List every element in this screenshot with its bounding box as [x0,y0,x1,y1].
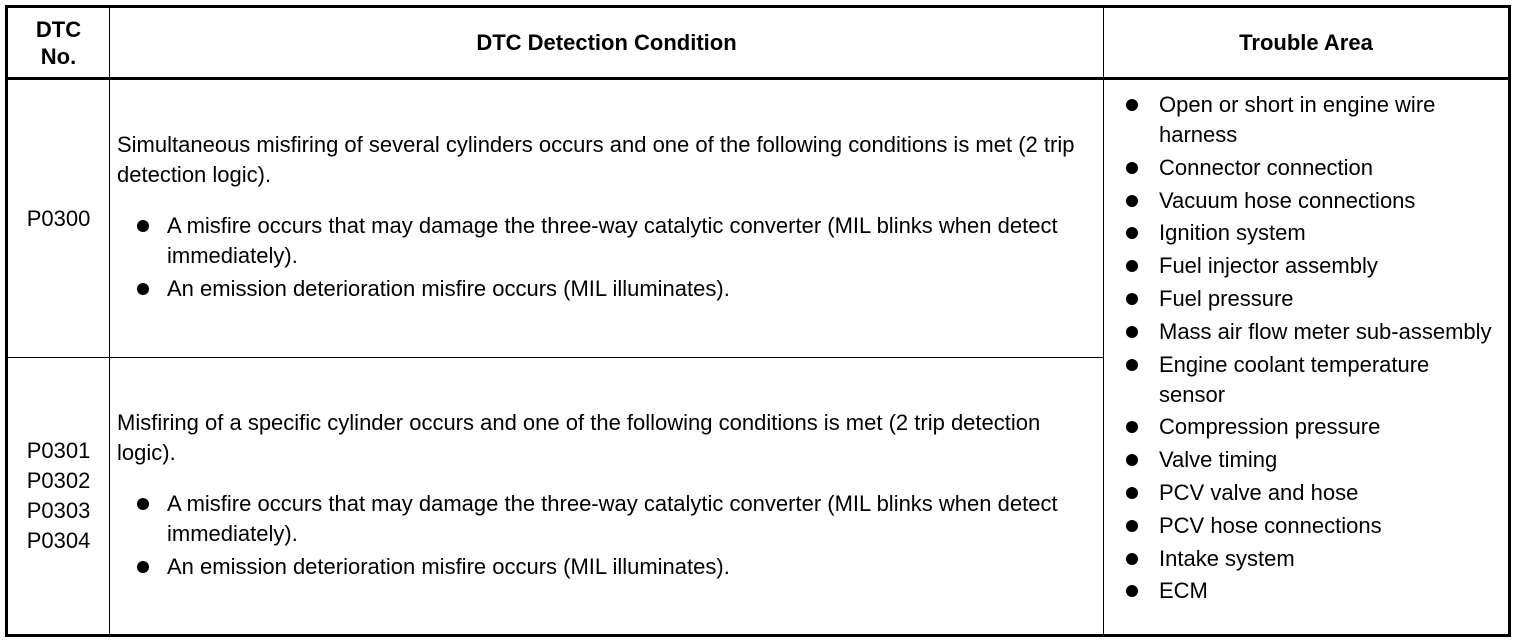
trouble-area-item: Connector connection [1123,153,1496,183]
dtc-code: P0304 [26,528,91,553]
header-trouble-area: Trouble Area [1104,7,1510,79]
header-dtc-no-line1: DTC [35,16,82,42]
condition-bullet: A misfire occurs that may damage the three-way catalytic converter (MIL blinks when detect immediately). [117,211,1085,271]
condition-cell [110,79,1104,358]
trouble-area-item: Valve timing [1123,445,1496,475]
dtc-code-cell [7,358,110,636]
trouble-area-item: Intake system [1123,544,1496,574]
trouble-area-item: Fuel pressure [1123,284,1496,314]
dtc-code: P0302 [26,468,91,493]
trouble-area-item: Open or short in engine wire harness [1123,90,1496,150]
trouble-area-item: Engine coolant temperature sensor [1123,350,1496,410]
trouble-area-cell [1104,79,1510,636]
dtc-code: P0301 [26,438,91,463]
condition-bullet: An emission deterioration misfire occurs (MIL illuminates). [117,274,1085,304]
header-dtc-no [7,7,110,79]
condition-bullet-list [117,211,1085,304]
condition-bullet: A misfire occurs that may damage the three-way catalytic converter (MIL blinks when detect immediately). [117,489,1085,549]
header-row [7,7,1510,79]
dtc-code-cell [7,79,110,358]
condition-bullet-list [117,489,1085,582]
condition-intro: Misfiring of a specific cylinder occurs and one of the following conditions is met (2 trip detection logic). [117,409,1041,465]
trouble-area-list [1123,90,1496,606]
dtc-code: P0300 [26,205,91,231]
trouble-area-item: Mass air flow meter sub-assembly [1123,317,1496,347]
header-dtc-no-line2: No. [40,43,77,69]
trouble-area-item: Compression pressure [1123,412,1496,442]
trouble-area-item: ECM [1123,576,1496,606]
condition-intro: Simultaneous misfiring of several cylinders occurs and one of the following conditions is met (2 trip detection logic). [117,132,1075,187]
header-condition: DTC Detection Condition [110,7,1104,79]
trouble-area-item: Ignition system [1123,218,1496,248]
trouble-area-item: Vacuum hose connections [1123,186,1496,216]
condition-cell [110,358,1104,636]
trouble-area-item: Fuel injector assembly [1123,251,1496,281]
dtc-table [5,5,1511,637]
condition-bullet: An emission deterioration misfire occurs (MIL illuminates). [117,552,1085,582]
trouble-area-item: PCV valve and hose [1123,478,1496,508]
trouble-area-item: PCV hose connections [1123,511,1496,541]
dtc-code: P0303 [26,498,91,523]
table-row-p0300 [7,79,1510,358]
